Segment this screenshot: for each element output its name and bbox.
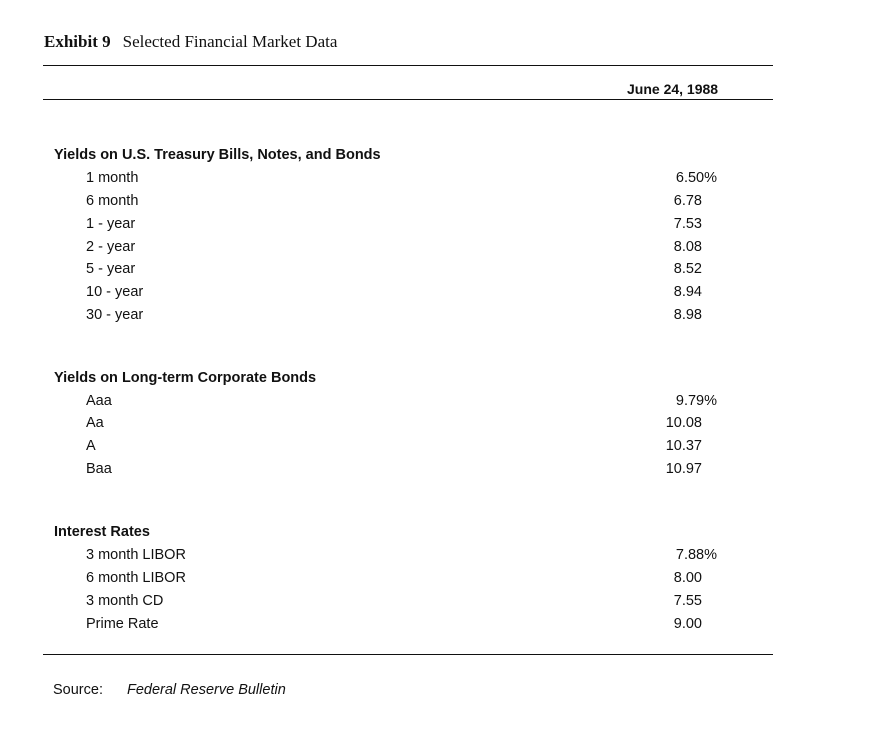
table-row-label: Aaa [86,393,112,409]
column-header-date: June 24, 1988 [627,81,719,97]
table-row-value: 7.55 [673,593,702,609]
table-row-value: 10.08 [665,415,702,431]
table-row-value: 8.52 [673,261,702,277]
table-row-label: 3 month CD [86,593,164,609]
table-row-label: Aa [86,415,104,431]
section-title-treasury: Yields on U.S. Treasury Bills, Notes, and Bonds [54,147,381,163]
table-row-value: 6.78 [673,193,702,209]
table-row-label: 10 - year [86,284,144,300]
top-rule [43,65,773,66]
table-row-value: 9.79% [675,393,717,409]
table-row-value: 8.94 [673,284,702,300]
table-row-label: 5 - year [86,261,136,277]
exhibit-number: Exhibit 9 [44,32,111,51]
table-row-label: A [86,438,96,454]
table-row-value: 8.08 [673,239,702,255]
exhibit-title [44,32,337,52]
exhibit-caption: Selected Financial Market Data [122,32,338,51]
source-label: Source: [53,682,103,698]
source-publication: Federal Reserve Bulletin [126,682,286,698]
table-row-label: 6 month LIBOR [86,570,186,586]
source-note [53,682,286,698]
table-row-label: Prime Rate [86,616,159,632]
table-row-value: 6.50% [675,170,717,186]
section-title-corporate-bonds: Yields on Long-term Corporate Bonds [54,370,317,386]
table-row-value: 7.53 [673,216,702,232]
table-row-value: 8.98 [673,307,702,323]
table-row-label: 3 month LIBOR [86,547,186,563]
table-row-value: 10.37 [665,438,702,454]
bottom-rule [43,654,773,655]
table-row-value: 8.00 [673,570,702,586]
table-row-label: 30 - year [86,307,144,323]
table-row-label: 1 - year [86,216,136,232]
table-row-label: 1 month [86,170,139,186]
table-row-label: 2 - year [86,239,136,255]
table-row-value: 9.00 [673,616,702,632]
table-row-label: 6 month [86,193,139,209]
table-row-value: 7.88% [675,547,717,563]
header-rule [43,99,773,100]
table-row-label: Baa [86,461,112,477]
table-row-value: 10.97 [665,461,702,477]
section-title-interest-rates: Interest Rates [54,524,150,540]
